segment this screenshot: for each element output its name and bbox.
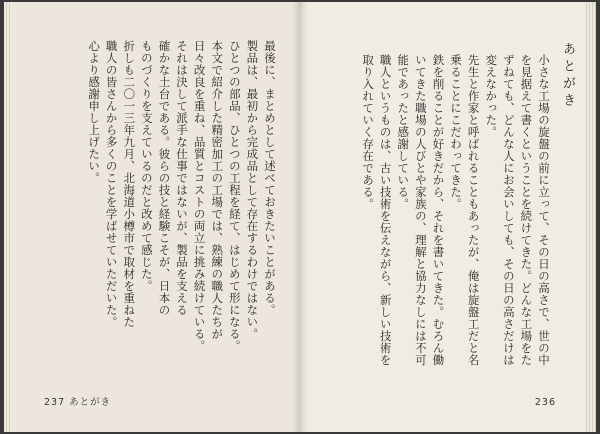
- left-page-folio: [44, 394, 111, 408]
- right-page: [300, 2, 596, 432]
- page-edge-left: [4, 2, 12, 432]
- right-page-body: 小さな工場の旋盤の前に立って、その日の高さで、世の中を見据えて書くということを続けてきた。どんな工場をたずねても、どんな人にお会いしても、その日の高さだけは変えなかった。 先生と作家と呼ばれることもあったが、俺は旋盤工だと名乗ることにこだわってきた。 鉄を削ることが好きだから、それを書いてきた。むろん働いてきた職場の人びとや家族の、理解と協力なしには不可能であったと感謝している。 職人というものは、古い技術を伝えながら、新しい技術を取り入れていく存在である。: [361, 54, 551, 366]
- chapter-title: あとがき: [560, 42, 575, 110]
- open-book: [4, 2, 596, 432]
- left-page-number: 237: [44, 397, 66, 408]
- page-edge-right: [586, 2, 596, 432]
- left-page: [4, 2, 300, 432]
- left-page-body: 最後に、まとめとして述べておきたいことがある。 製品は、最初から完成品として存在するわけではない。 ひとつの部品、ひとつの工程を経て、はじめて形になる。 本文で紹介した精密加工の工場では、熟練の職人たちが 日々改良を重ね、品質とコストの両立に挑み続けている。 それは決して派手な仕事ではないが、製品を支える 確かな土台である。彼らの技と経験こそが、日本の ものづくりを支えているのだと改めて感じた。 折しも二〇一三年九月、北海道小樽市で取材を重ねた 職人の皆さんから多くのことを学ばせていただいた。 心より感謝申し上げたい。: [87, 40, 277, 352]
- left-running-head: あとがき: [69, 397, 112, 408]
- right-page-folio: [535, 397, 556, 408]
- right-page-number: 236: [534, 397, 556, 408]
